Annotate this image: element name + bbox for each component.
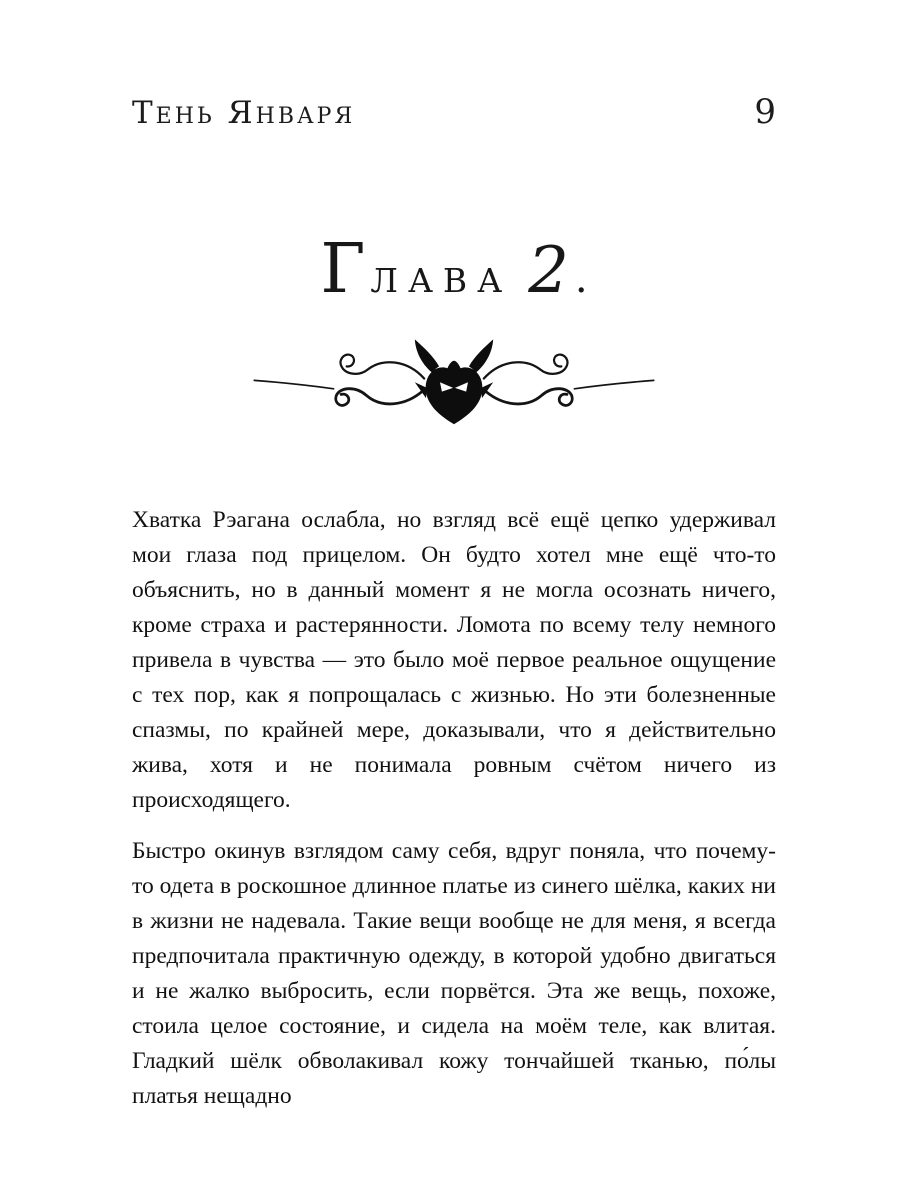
body-text — [132, 503, 776, 1114]
chapter-ornament — [132, 330, 776, 447]
chapter-period: . — [574, 256, 588, 302]
paragraph-1: Хватка Рэагана ослабла, но взгляд всё ещё цепко удерживал мои глаза под прицелом. Он будто хотел мне ещё что-то объяснить, но в данный момент я не могла осознать ничего, кроме страха и растерянности. Ломота по всему телу немного привела в чувства — это было моё первое реальное ощущение с тех пор, как я попрощалась с жизнью. Но эти болезненные спазмы, по крайней мере, доказывали, что я действительно жива, хотя и не понимала ровным счётом ничего из происходящего. — [132, 507, 776, 813]
ornament-svg — [244, 330, 664, 442]
page-number: 9 — [754, 92, 776, 132]
chapter-heading — [132, 230, 776, 309]
page-header — [132, 92, 776, 132]
chapter-number: 2 — [528, 234, 569, 308]
chapter-word: ГЛАВА — [320, 230, 513, 309]
paragraph-2: Быстро окинув взглядом саму себя, вдруг поняла, что почему-то одета в роскошное длинное платье из синего шёлка, каких ни в жизни не надевала. Такие вещи вообще не для меня, я всегда предпочитала практичную одежду, в которой удобно двигаться и не жалко выбросить, если порвётся. Эта же вещь, похоже, стоила целое состояние, и сидела на моём теле, как влитая. Гладкий шёлк обволакивал кожу тончайшей тканью, по́лы платья нещадно — [132, 838, 776, 1109]
running-title: Тень Января — [132, 95, 356, 131]
right-flourish — [484, 355, 654, 406]
left-flourish — [254, 355, 424, 406]
devil-head-icon — [415, 339, 493, 424]
